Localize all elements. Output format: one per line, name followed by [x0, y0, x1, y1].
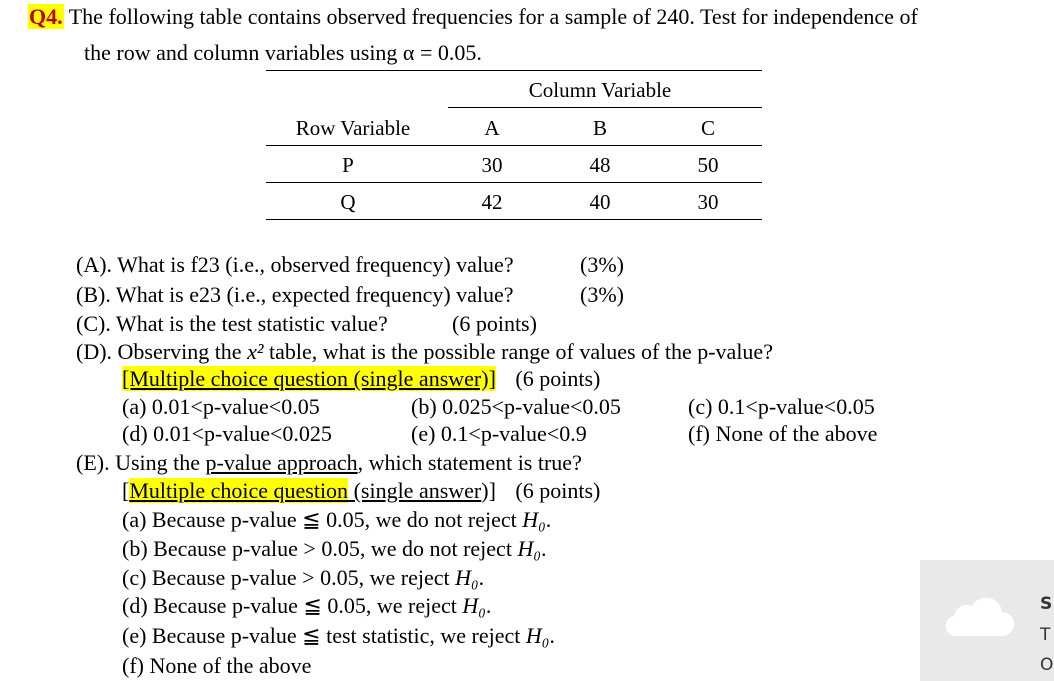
- part-a-text: (A). What is f23 (i.e., observed frequency) value?: [76, 252, 514, 277]
- option-text: (d) Because p-value ≦ 0.05, we reject: [122, 593, 463, 618]
- part-d-question: [76, 339, 773, 365]
- part-e-option-f[interactable]: [122, 653, 311, 679]
- null-hypothesis: H₀: [522, 507, 546, 532]
- notification-line-3: O: [1040, 655, 1054, 675]
- part-e-approach: p-value approach: [205, 450, 358, 475]
- part-d-option-a[interactable]: (a) 0.01<p-value<0.05: [122, 394, 320, 419]
- table-row-rule: [266, 182, 762, 183]
- part-e-text-after: , which statement is true?: [357, 450, 582, 475]
- cell-p-c: 50: [697, 153, 719, 177]
- table-bottom-rule: [266, 219, 762, 220]
- part-e-text-before: (E). Using the: [76, 450, 201, 475]
- part-b-points: (3%): [580, 282, 624, 307]
- table-top-rule: [266, 70, 762, 71]
- null-hypothesis: H₀: [517, 536, 541, 561]
- option-text: (a) Because p-value ≦ 0.05, we do not reject: [122, 507, 523, 532]
- part-c-text: (C). What is the test statistic value?: [76, 311, 388, 336]
- column-header-b: B: [592, 116, 607, 140]
- part-d-text-after: table, what is the possible range of values of the p-value?: [268, 339, 773, 364]
- part-e-option-a[interactable]: [122, 507, 551, 533]
- part-d-points: (6 points): [515, 366, 601, 391]
- option-end: .: [545, 507, 552, 532]
- part-e-mc-close: )]: [481, 478, 496, 503]
- cell-q-a: 42: [481, 190, 503, 214]
- option-end: .: [485, 593, 492, 618]
- row-variable-header: Row Variable: [295, 116, 411, 140]
- option-end: .: [549, 623, 555, 648]
- question-number: Q4.: [29, 4, 63, 29]
- part-d-option-e[interactable]: (e) 0.1<p-value<0.9: [411, 421, 587, 446]
- part-b-text: (B). What is e23 (i.e., expected frequency) value?: [76, 282, 514, 307]
- option-text: (c) Because p-value > 0.05, we reject: [122, 565, 456, 590]
- cell-p-b: 48: [589, 153, 611, 177]
- option-end: .: [478, 565, 485, 590]
- part-e-mc-label-mid: (single answer: [348, 478, 482, 503]
- part-d-mc-line: [122, 366, 600, 392]
- part-d-option-f[interactable]: (f) None of the above: [688, 421, 878, 446]
- row-label-p: P: [342, 153, 354, 177]
- part-e-mc-label-hl: Multiple choice question: [129, 478, 349, 503]
- null-hypothesis: H₀: [455, 565, 479, 590]
- part-e-option-d[interactable]: [122, 593, 491, 619]
- table-header-rule: [266, 145, 762, 146]
- question-line-1: [28, 4, 918, 30]
- part-e-mc-line: [122, 478, 600, 504]
- part-e-mc-open: [: [122, 478, 130, 503]
- part-c-points: (6 points): [452, 311, 537, 336]
- question-line-2: the row and column variables using α = 0.05.: [84, 40, 482, 65]
- cell-q-b: 40: [589, 190, 611, 214]
- question-text-1: The following table contains observed frequencies for a sample of 240. Test for independence of: [68, 4, 918, 29]
- part-e-question: [76, 450, 582, 476]
- part-e-option-c[interactable]: [122, 565, 484, 591]
- part-d-option-c[interactable]: (c) 0.1<p-value<0.05: [688, 394, 875, 419]
- part-d-option-d[interactable]: (d) 0.01<p-value<0.025: [122, 421, 332, 446]
- part-d-text-before: (D). Observing the: [76, 339, 242, 364]
- row-label-q: Q: [340, 190, 356, 214]
- part-d-mc-label: [Multiple choice question (single answer)]: [122, 366, 496, 391]
- option-text: (f) None of the above: [122, 653, 312, 678]
- option-text: (b) Because p-value > 0.05, we do not reject: [122, 536, 518, 561]
- notification-title: S: [1040, 594, 1053, 614]
- null-hypothesis: H₀: [462, 593, 486, 618]
- cell-p-a: 30: [481, 153, 503, 177]
- notification-line-2: T: [1040, 625, 1051, 645]
- cloud-icon: [940, 592, 1016, 645]
- column-header-a: A: [484, 116, 500, 140]
- table-subheader-rule: [448, 107, 762, 108]
- part-a-points: (3%): [580, 252, 624, 277]
- option-end: .: [540, 536, 547, 561]
- cell-q-c: 30: [697, 190, 719, 214]
- part-d-option-b[interactable]: (b) 0.025<p-value<0.05: [411, 394, 621, 419]
- null-hypothesis: H₀: [525, 623, 550, 648]
- part-e-option-b[interactable]: [122, 536, 546, 562]
- chi-square-symbol: x²: [247, 339, 264, 364]
- part-e-points: (6 points): [515, 478, 601, 503]
- part-e-option-e[interactable]: [122, 623, 555, 649]
- column-group-header: Column Variable: [528, 78, 672, 102]
- option-text: (e) Because p-value ≦ test statistic, we reject: [122, 623, 526, 648]
- column-header-c: C: [700, 116, 715, 140]
